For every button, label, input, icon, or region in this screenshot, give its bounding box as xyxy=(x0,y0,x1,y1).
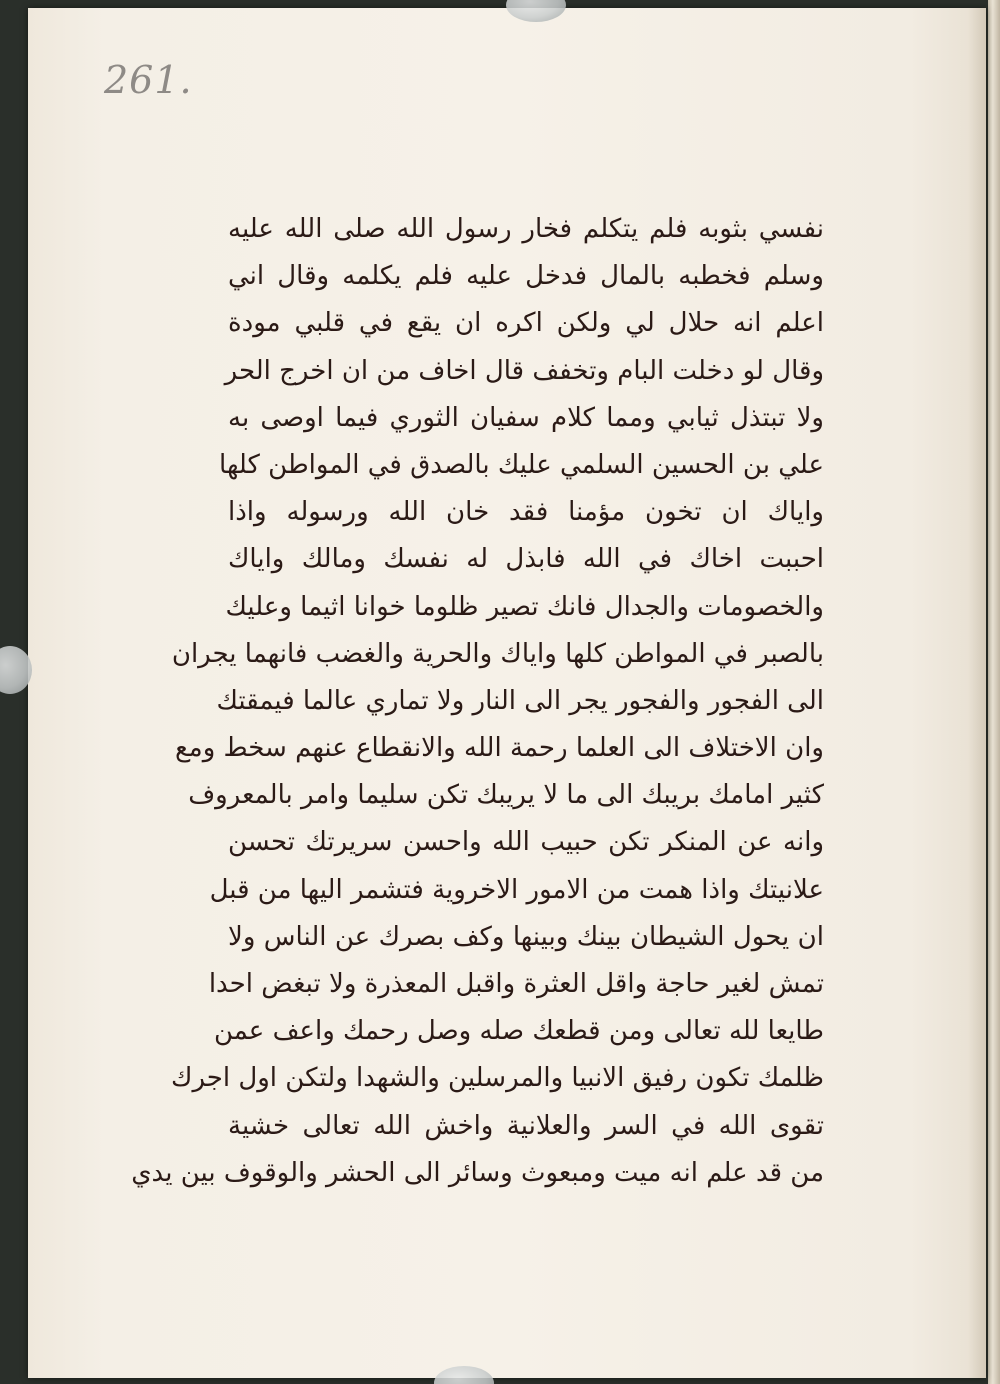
text-line: احببت اخاك في الله فابذل له نفسك ومالك واياك xyxy=(228,544,824,575)
text-line: كثير امامك بريبك الى ما لا يريبك تكن سليما وامر بالمعروف xyxy=(188,780,824,811)
text-line: اعلم انه حلال لي ولكن اكره ان يقع في قلبي مودة xyxy=(228,308,824,339)
text-line: نفسي بثوبه فلم يتكلم فخار رسول الله صلى الله عليه xyxy=(228,214,824,244)
text-line: تقوى الله في السر والعلانية واخش الله تعالى خشية xyxy=(228,1110,824,1141)
text-line: تمش لغير حاجة واقل العثرة واقبل المعذرة ولا تبغض احدا xyxy=(208,969,824,999)
text-line: واياك ان تخون مؤمنا فقد خان الله ورسوله واذا xyxy=(228,497,824,528)
text-line: من قد علم انه ميت ومبعوث وسائر الى الحشر والوقوف بين يدي xyxy=(131,1157,824,1188)
text-line: ان يحول الشيطان بينك وبينها وكف بصرك عن الناس ولا xyxy=(228,921,824,952)
text-line: علي بن الحسين السلمي عليك بالصدق في المواطن كلها xyxy=(219,449,824,480)
text-line: ظلمك تكون رفيق الانبيا والمرسلين والشهدا ولتكن اول اجرك xyxy=(171,1063,824,1094)
text-line: وسلم فخطبه بالمال فدخل عليه فلم يكلمه وقال اني xyxy=(228,261,824,292)
text-line: بالصبر في المواطن كلها واياك والحرية والغضب فانهما يجران xyxy=(171,638,824,669)
text-line: الى الفجور والفجور يجر الى النار ولا تماري عالما فيمقتك xyxy=(216,685,824,716)
text-line: طايعا لله تعالى ومن قطعك صله وصل رحمك واعف عمن xyxy=(213,1016,824,1047)
text-line: ولا تبتذل ثيابي ومما كلام سفيان الثوري فيما اوصى به xyxy=(228,402,824,433)
text-line: وان الاختلاف الى العلما رحمة الله والانقطاع عنهم سخط ومع xyxy=(174,733,824,764)
text-line: وقال لو دخلت البام وتخفف قال اخاف من ان اخرج الحر xyxy=(224,355,824,386)
manuscript-text xyxy=(131,206,824,1196)
folio-number: 261. xyxy=(104,58,193,102)
text-line: والخصومات والجدال فانك تصير ظلوما خوانا اثيما وعليك xyxy=(225,591,824,622)
page-edge xyxy=(988,0,1000,1384)
text-line: وانه عن المنكر تكن حبيب الله واحسن سريرتك تحسن xyxy=(228,827,824,858)
text-line: علانيتك واذا همت من الامور الاخروية فتشمر اليها من قبل xyxy=(209,874,824,905)
